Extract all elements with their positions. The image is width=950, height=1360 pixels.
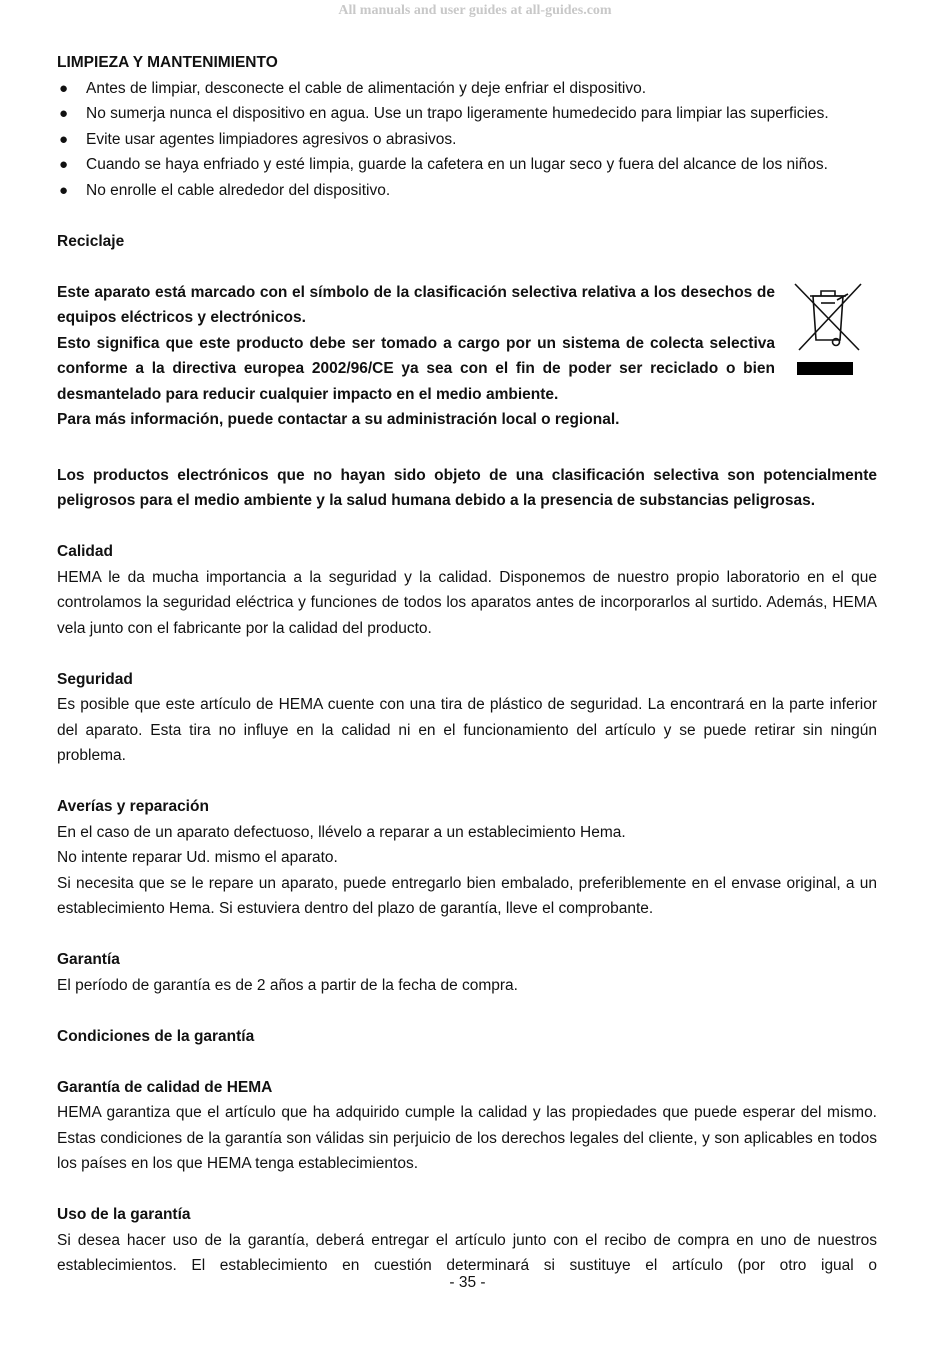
bullet-icon: ● [59, 156, 69, 173]
page-number: - 35 - [449, 1274, 486, 1291]
list-item: ● No sumerja nunca el dispositivo en agua. Use un trapo ligeramente humedecido para limpiar las superficies. [57, 101, 877, 127]
repair-line-3: Si necesita que se le repare un aparato, puede entregarlo bien embalado, preferiblemente en el envase original, a un establecimiento Hema. Si estuviera dentro del plazo de garantía, lleve el comprobante. [57, 874, 877, 917]
repair-line-1: En el caso de un aparato defectuoso, llévelo a reparar a un establecimiento Hema. [57, 823, 626, 841]
quality-guarantee-heading: Garantía de calidad de HEMA [57, 1078, 273, 1096]
quality-guarantee-text: HEMA garantiza que el artículo que ha adquirido cumple la calidad y las propiedades que puede esperar del mismo. Estas condiciones de la garantía son válidas sin perjuicio de los derechos legales del cliente, y son aplicables en todos los países en los que HEMA tenga establecimientos. [57, 1104, 877, 1172]
quality-heading: Calidad [57, 543, 113, 560]
warranty-text: El período de garantía es de 2 años a partir de la fecha de compra. [57, 976, 518, 994]
recycling-block [57, 280, 877, 433]
recycling-paragraph-3: Para más información, puede contactar a su administración local o regional. [57, 411, 620, 428]
watermark: All manuals and user guides at all-guides.com [338, 3, 612, 18]
repair-heading: Averías y reparación [57, 798, 209, 815]
warranty-heading: Garantía [57, 951, 120, 968]
cleaning-list [57, 76, 877, 204]
use-text: Si desea hacer uso de la garantía, deberá entregar el artículo junto con el recibo de compra en uno de nuestros establecimientos. El establecimiento en cuestión determinará si sustituye el artículo (por otro igual o [57, 1231, 877, 1274]
bullet-icon: ● [59, 181, 69, 199]
bullet-icon: ● [59, 130, 69, 148]
bullet-icon: ● [59, 105, 69, 122]
recycling-heading: Reciclaje [57, 232, 125, 250]
quality-text: HEMA le da mucha importancia a la seguridad y la calidad. Disponemos de nuestro propio laboratorio en el que controlamos la seguridad eléctrica y funciones de todos los aparatos antes de incorporarlos al surtido. Además, HEMA vela junto con el fabricante por la calidad del producto. [57, 568, 877, 637]
safety-heading: Seguridad [57, 670, 133, 688]
conditions-heading: Condiciones de la garantía [57, 1027, 255, 1045]
list-item: ● Antes de limpiar, desconecte el cable de alimentación y deje enfriar el dispositivo. [57, 76, 877, 102]
crossed-out-wheelie-bin-icon [793, 280, 873, 387]
bullet-icon: ● [59, 79, 69, 97]
list-item: ● No enrolle el cable alrededor del dispositivo. [57, 178, 877, 204]
list-item: ● Evite usar agentes limpiadores agresivos o abrasivos. [57, 127, 877, 153]
use-heading: Uso de la garantía [57, 1206, 191, 1223]
recycling-paragraph-2: Esto significa que este producto debe ser tomado a cargo por un sistema de colecta selectiva conforme a la directiva europea 2002/96/CE ya sea con el fin de poder ser reciclado o bien desmantelado para reducir cualquier impacto en el medio ambiente. [57, 334, 775, 403]
document-page [57, 50, 877, 1279]
recycling-paragraph-1: Este aparato está marcado con el símbolo de la clasificación selectiva relativa a los desechos de equipos eléctricos y electrónicos. [57, 283, 775, 326]
list-item: ● Cuando se haya enfriado y esté limpia, guarde la cafetera en un lugar seco y fuera del alcance de los niños. [57, 152, 877, 178]
hazard-warning: Los productos electrónicos que no hayan sido objeto de una clasificación selectiva son potencialmente peligrosos para el medio ambiente y la salud humana debido a la presencia de substancias peligrosas. [57, 466, 877, 509]
safety-text: Es posible que este artículo de HEMA cuente con una tira de plástico de seguridad. La encontrará en la parte inferior del aparato. Esta tira no influye en la calidad ni en el funcionamiento del artículo y se puede retirar sin ningún problema. [57, 696, 877, 764]
repair-line-2: No intente reparar Ud. mismo el aparato. [57, 849, 338, 866]
cleaning-heading: LIMPIEZA Y MANTENIMIENTO [57, 54, 278, 71]
